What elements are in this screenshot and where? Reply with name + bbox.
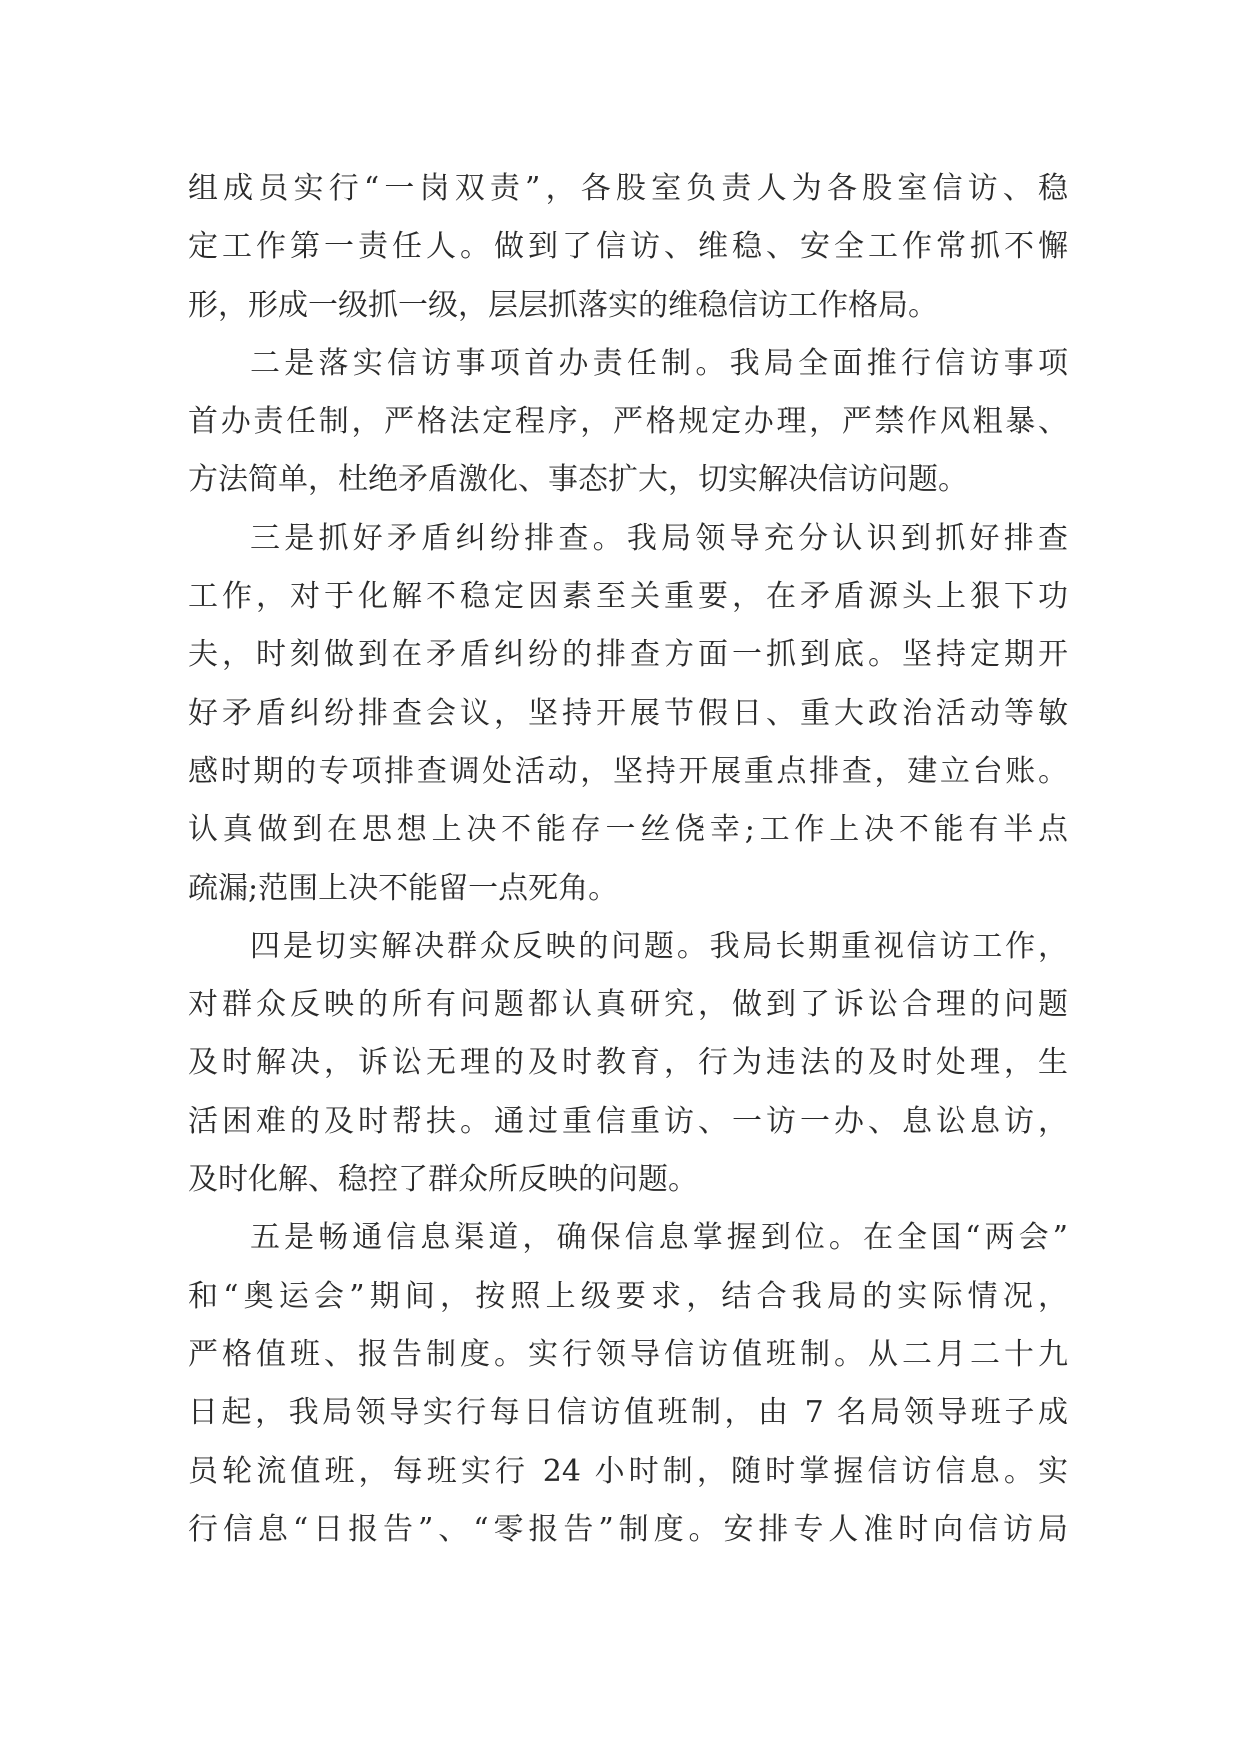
text-line: 行信息“日报告”、“零报告”制度。安排专人准时向信访局: [188, 1511, 1068, 1547]
text-line: 员轮流值班，每班实行 24 小时制，随时掌握信访信息。实: [188, 1453, 1068, 1489]
text-line: 组成员实行“一岗双责”，各股室负责人为各股室信访、稳: [188, 171, 1068, 206]
text-line: 定工作第一责任人。做到了信访、维稳、安全工作常抓不懈: [188, 229, 1068, 265]
paragraph-first-line: 四是切实解决群众反映的问题。我局长期重视信访工作，: [250, 928, 1068, 964]
text-line: 工作，对于化解不稳定因素至关重要，在矛盾源头上狠下功: [188, 579, 1068, 615]
text-line: 形，形成一级抓一级，层层抓落实的维稳信访工作格局。: [188, 287, 938, 323]
text-line: 疏漏;范围上决不能留一点死角。: [188, 870, 619, 906]
text-line: 方法简单，杜绝矛盾激化、事态扩大，切实解决信访问题。: [188, 462, 968, 498]
text-line: 严格值班、报告制度。实行领导信访值班制。从二月二十九: [188, 1336, 1068, 1372]
text-line: 感时期的专项排查调处活动，坚持开展重点排查，建立台账。: [188, 753, 1068, 789]
text-line: 认真做到在思想上决不能存一丝侥幸;工作上决不能有半点: [188, 812, 1068, 848]
text-line: 首办责任制，严格法定程序，严格规定办理，严禁作风粗暴、: [188, 404, 1068, 440]
text-line: 日起，我局领导实行每日信访值班制，由 7 名局领导班子成: [188, 1395, 1068, 1431]
body-text: [188, 160, 1068, 1559]
text-line: 及时解决，诉讼无理的及时教育，行为违法的及时处理，生: [188, 1045, 1068, 1081]
text-line: 活困难的及时帮扶。通过重信重访、一访一办、息讼息访，: [188, 1103, 1068, 1139]
text-line: 对群众反映的所有问题都认真研究，做到了诉讼合理的问题: [188, 987, 1068, 1023]
paragraph-first-line: 三是抓好矛盾纠纷排查。我局领导充分认识到抓好排查: [250, 520, 1068, 556]
paragraph-first-line: 五是畅通信息渠道，确保信息掌握到位。在全国“两会”: [250, 1220, 1068, 1256]
text-line: 及时化解、稳控了群众所反映的问题。: [188, 1162, 698, 1198]
text-line: 好矛盾纠纷排查会议，坚持开展节假日、重大政治活动等敏: [188, 695, 1068, 731]
paragraph-first-line: 二是落实信访事项首办责任制。我局全面推行信访事项: [250, 345, 1068, 381]
text-line: 夫，时刻做到在矛盾纠纷的排查方面一抓到底。坚持定期开: [188, 637, 1068, 673]
text-line: 和“奥运会”期间，按照上级要求，结合我局的实际情况，: [188, 1278, 1068, 1314]
